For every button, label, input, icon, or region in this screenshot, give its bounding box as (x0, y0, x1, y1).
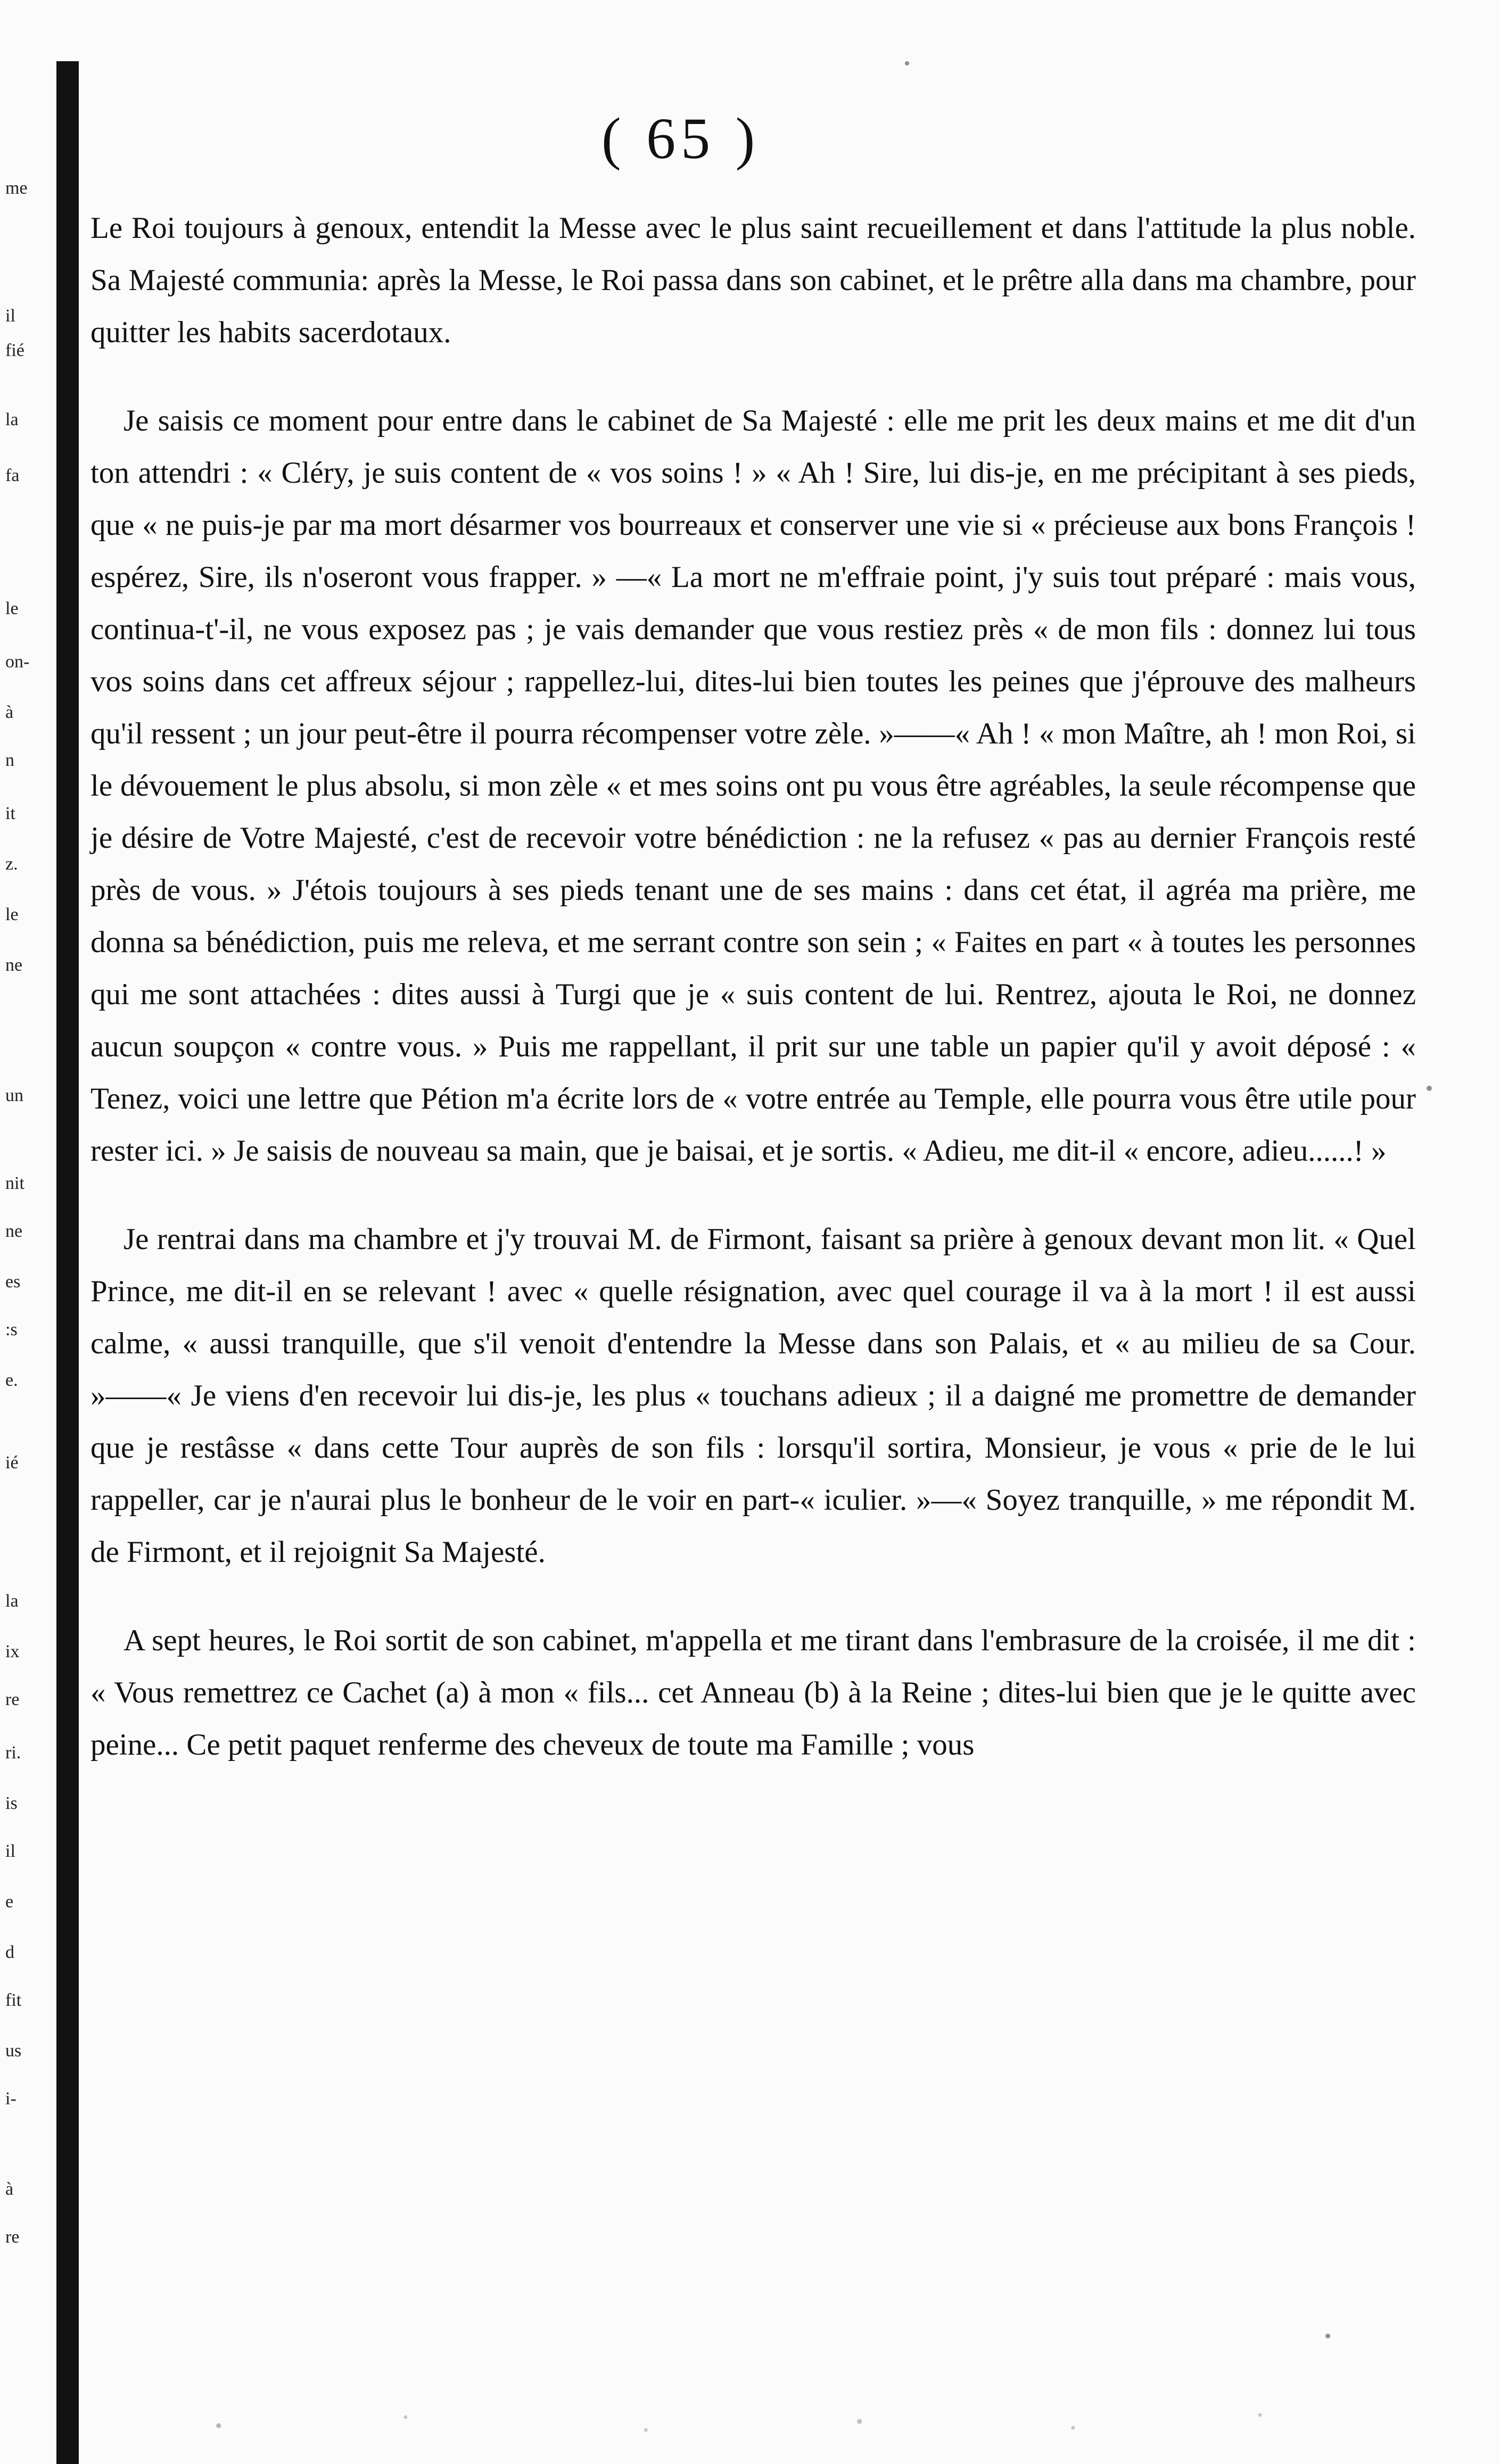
margin-fragment: un (5, 1086, 23, 1105)
margin-fragment: fié (5, 341, 24, 360)
margin-fragment: la (5, 1591, 19, 1611)
margin-fragment: es (5, 1272, 21, 1292)
margin-fragment: us (5, 2041, 22, 2061)
margin-fragment: e (5, 1892, 14, 1912)
margin-fragment: le (5, 599, 19, 618)
margin-fragment: z. (5, 854, 18, 874)
margin-fragment: re (5, 1690, 20, 1709)
paragraph-firmont: Je rentrai dans ma chambre et j'y trouvai M. de Firmont, faisant sa prière à genoux devant mon lit. « Quel Prince, me dit-il en se relevant ! avec « quelle résignation, avec quel courage il va à la mort ! il est aussi calme, « aussi tranquille, que s'il venoit d'entendre la Messe dans son Palais, et « au milieu de sa Cour. »——« Je viens d'en recevoir lui dis-je, les plus « touchans adieux ; il a daigné me promettre de demander que je restâsse « dans cette Tour auprès de son fils : lorsqu'il sortira, Monsieur, je vous « prie de le lui rappeller, car je n'aurai plus le bonheur de le voir en part-« iculier. »—« Soyez tranquille, » me répondit M. de Firmont, et il rejoignit Sa Majesté. (90, 1222, 1416, 1569)
margin-fragment: la (5, 410, 19, 429)
binding-shadow (56, 61, 79, 2464)
margin-fragment: il (5, 1841, 15, 1861)
margin-fragment: d (5, 1942, 14, 1962)
margin-fragment: e. (5, 1370, 18, 1390)
scan-speckle (905, 61, 909, 65)
margin-fragment: n (5, 750, 14, 770)
margin-fragment: ne (5, 1221, 23, 1241)
margin-fragment: fit (5, 1990, 22, 2010)
margin-fragment: fa (5, 466, 20, 485)
margin-fragment: i- (5, 2089, 17, 2109)
paragraph-mass: Le Roi toujours à genoux, entendit la Messe avec le plus saint recueillement et dans l'attitude la plus noble. Sa Majesté communia: après la Messe, le Roi passa dans son cabinet, et le prêtre alla dans ma chambre, pour quitter les habits sacerdotaux. (90, 211, 1416, 349)
margin-fragment: nit (5, 1173, 24, 1193)
margin-fragment: il (5, 306, 15, 326)
margin-fragment: ri. (5, 1743, 21, 1763)
margin-fragment: le (5, 905, 19, 924)
margin-fragment: :s (5, 1320, 18, 1340)
margin-fragment: ix (5, 1642, 20, 1661)
margin-fragment: on- (5, 652, 30, 672)
margin-fragment: is (5, 1793, 18, 1813)
margin-fragment: ié (5, 1453, 19, 1473)
margin-fragment: ne (5, 955, 23, 975)
left-margin-fragments (0, 0, 53, 2464)
paragraph-seven-hours: A sept heures, le Roi sortit de son cabinet, m'appella et me tirant dans l'embrasure de la croisée, il me dit : « Vous remettrez ce Cachet (a) à mon « fils... cet Anneau (b) à la Reine ; dites-lui bien que je le quitte avec peine... Ce petit paquet renferme des cheveux de toute ma Famille ; vous (90, 1624, 1416, 1762)
margin-fragment: à (5, 702, 14, 722)
scan-speckle (1427, 1086, 1432, 1091)
main-text-column (90, 202, 1416, 1807)
paragraph-cabinet-conversation: Je saisis ce moment pour entre dans le cabinet de Sa Majesté : elle me prit les deux mains et me dit d'un ton attendri : « Cléry, je suis content de « vos soins ! » « Ah ! Sire, lui dis-je, en me précipitant à ses pieds, que « ne puis-je par ma mort désarmer vos bourreaux et conserver une vie si « précieuse aux bons François ! espérez, Sire, ils n'oseront vous frapper. » —« La mort ne m'effraie point, j'y suis tout préparé : mais vous, continua-t'-il, ne vous exposez pas ; je vais demander que vous restiez près « de mon fils : donnez lui tous vos soins dans cet affreux séjour ; rappellez-lui, dites-lui bien toutes les peines que j'éprouve des malheurs qu'il ressent ; un jour peut-être il pourra récompenser votre zèle. »——« Ah ! « mon Maître, ah ! mon Roi, si le dévouement le plus absolu, si mon zèle « et mes soins ont pu vous être agréables, la seule récompense que je désire de Votre Majesté, c'est de recevoir votre bénédiction : ne la refusez « pas au dernier François resté près de vous. » J'étois toujours à ses pieds tenant une de ses mains : dans cet état, il agréa ma prière, me donna sa bénédiction, puis me releva, et me serrant contre son sein ; « Faites en part « à toutes les personnes qui me sont attachées : dites aussi à Turgi que je « suis content de lui. Rentrez, ajouta le Roi, ne donnez aucun soupçon « contre vous. » Puis me rappellant, il prit sur une table un papier qu'il y avoit déposé : « Tenez, voici une lettre que Pétion m'a écrite lors de « votre entrée au Temple, elle pourra vous être utile pour rester ici. » Je saisis de nouveau sa main, que je baisai, et je sortis. « Adieu, me dit-il « encore, adieu......! » (90, 404, 1416, 1168)
scan-speckle (1325, 2334, 1330, 2338)
margin-fragment: it (5, 804, 15, 823)
margin-fragment: me (5, 178, 28, 198)
margin-fragment: re (5, 2227, 20, 2247)
page-number: ( 65 ) (601, 106, 761, 171)
scan-bottom-noise (85, 2400, 1420, 2443)
margin-fragment: à (5, 2179, 14, 2199)
